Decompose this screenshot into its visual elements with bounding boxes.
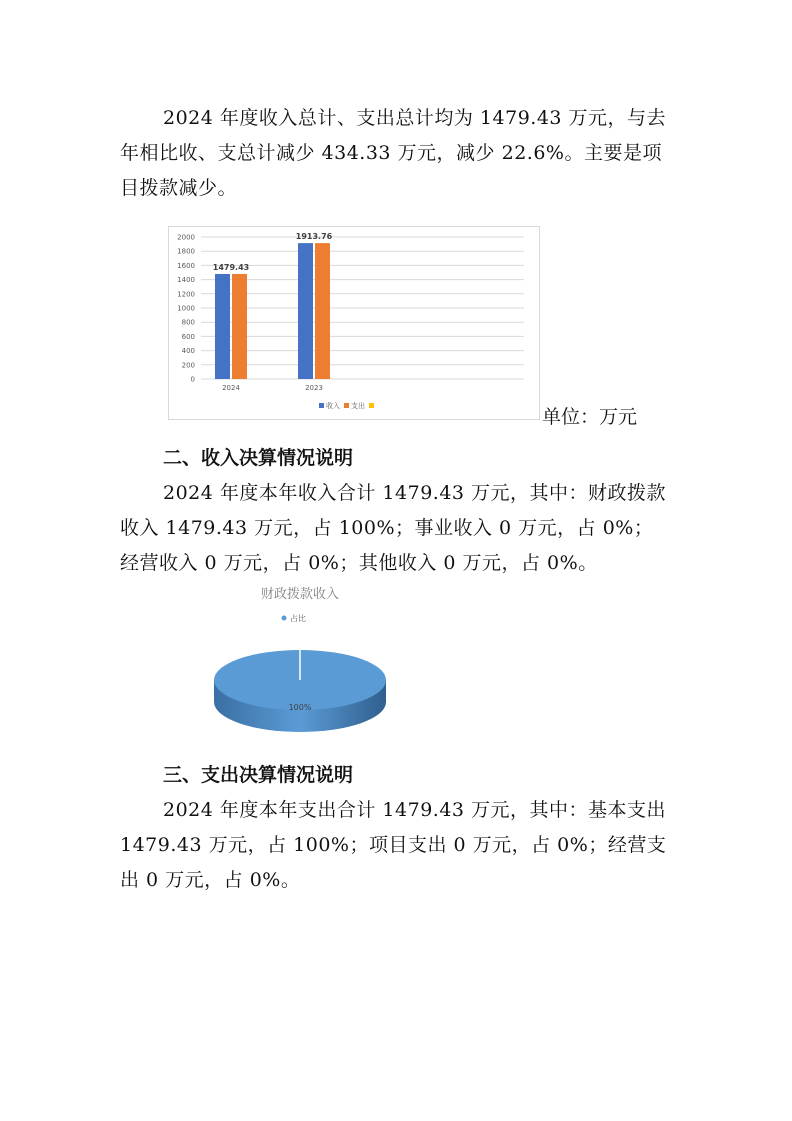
pie-slice-label: 100%	[288, 703, 312, 712]
y-tick-label: 800	[181, 318, 195, 327]
bar-支出-2023	[315, 243, 330, 379]
pie-legend-label: 占比	[290, 614, 306, 623]
revenue-expense-bar-chart	[168, 226, 540, 420]
bar-收入-2024	[215, 274, 230, 379]
bar-支出-2024	[232, 274, 247, 379]
legend-swatch	[319, 403, 324, 408]
legend-swatch	[369, 403, 374, 408]
y-tick-label: 400	[181, 347, 195, 356]
intro-paragraph: 2024 年度收入总计、支出总计均为 1479.43 万元，与去年相比收、支总计减少 434.33 万元，减少 22.6%。主要是项目拨款减少。	[120, 107, 667, 199]
y-tick-label: 1000	[177, 304, 195, 313]
section2-heading: 二、收入决算情况说明	[163, 447, 354, 469]
legend-swatch	[344, 403, 349, 408]
y-tick-label: 2000	[177, 233, 195, 242]
legend-label: 收入	[326, 402, 340, 410]
x-tick-label: 2024	[222, 384, 240, 392]
unit-label: 单位：万元	[542, 406, 638, 428]
fiscal-income-pie-chart	[200, 582, 400, 742]
bar-chart-svg	[169, 227, 539, 419]
data-label: 1913.76	[295, 232, 333, 242]
y-tick-label: 200	[181, 361, 195, 370]
pie-title: 财政拨款收入	[260, 587, 340, 602]
y-tick-label: 600	[181, 332, 195, 341]
data-label: 1479.43	[212, 262, 250, 272]
y-tick-label: 0	[190, 375, 195, 384]
section3-paragraph: 2024 年度本年支出合计 1479.43 万元，其中：基本支出 1479.43 万元，占 100%；项目支出 0 万元，占 0%；经营支出 0 万元，占 0%。	[120, 799, 667, 891]
y-tick-label: 1600	[177, 261, 195, 270]
y-tick-label: 1800	[177, 247, 195, 256]
legend-swatch	[282, 616, 287, 621]
x-tick-label: 2023	[305, 384, 323, 392]
pie-chart-svg	[200, 582, 400, 742]
bar-收入-2023	[298, 243, 313, 379]
legend-label: 支出	[351, 402, 365, 410]
section3-heading: 三、支出决算情况说明	[163, 764, 354, 786]
section2-paragraph: 2024 年度本年收入合计 1479.43 万元，其中：财政拨款收入 1479.43 万元，占 100%；事业收入 0 万元，占 0%；经营收入 0 万元，占 0%；其他收入 0 万元，占 0%。	[120, 482, 667, 574]
y-tick-label: 1400	[177, 276, 195, 285]
y-tick-label: 1200	[177, 290, 195, 299]
